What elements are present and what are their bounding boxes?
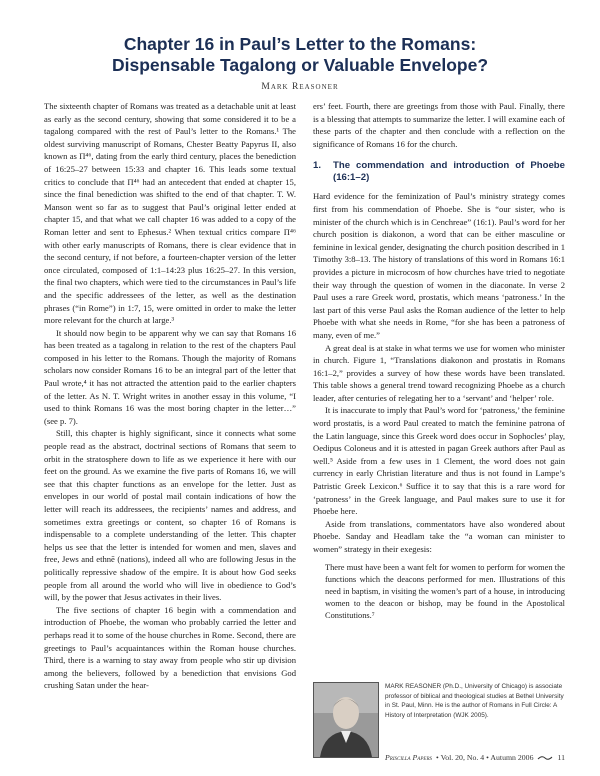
section-number: 1. [313, 160, 322, 172]
paragraph: Hard evidence for the feminization of Paul’s ministry strategy comes first from his commendation of Phoebe. She is “our sister, who is minister of the church which is in Cenchreae” (16:1). Paul’s word for her church position is diakonon, a word that can be either masculine or feminine in lexical gender, designating the church position described in 1 Timothy 3:8–13. The history of translations of this word in Romans 16:1 provides a picture in microcosm of how churches have tried to negotiate their way through the question of women in the diaconate. In verse 2 Paul uses a rare Greek word, prostatis, which means ‘patroness.’ In the last part of this verse Paul asks the Roman audience of the letter to help Phoebe with what she needs in Rome, “for she has been a patroness of many, even of me.” [313, 191, 565, 340]
paragraph: The five sections of chapter 16 begin with a commendation and introduction of Phoebe, the woman who probably carried the letter and perhaps read it to some of the house churches in Rome. Second, there are greetings to Paul’s acquaintances within the Roman house churches. Third, there is a warning to stay away from people who stir up division among the believers, followed by a benediction that envisions God crushing Satan under the hear- [44, 604, 296, 691]
paragraph: The sixteenth chapter of Romans was treated as a detachable unit at least as early as the second century, showing that some considered it to be a tagalong compared with the rest of Paul’s letter to the Romans.¹ The oldest surviving manuscript of Romans, Chester Beatty Papyrus II, also known as Π⁴⁶, dating from the early third century, places the benediction of 16:25–27 between 15:33 and chapter 16. This leads some textual critics to conclude that Π⁴⁶ had an antecedent that ended at chapter 15, since the final benediction was shifted to the end of that chapter. T. W. Manson went so far as to suggest that Paul’s original letter ended at chapter 15, and that what we call chapter 16 was added to a copy of the Roman letter and sent to Ephesus.² When textual critics compare Π⁴⁶ with other early manuscripts of Romans, there is clear evidence that in the second century, if not before, a fourteen-chapter version of the letter once circulated, composed of 1:1–14:23 plus 16:25–27. In this version, the final two chapters, which were tied to the circumstances in Paul’s life and the specific addressees of the letter, as well as the destination phrases (“in Rome”) in 1:7, 15, were omitted in order to make the letter more relevant for the church at large.³ [44, 101, 296, 326]
paragraph: Still, this chapter is highly significant, since it connects what some people read as the abstract, doctrinal sections of Romans that seem to orbit in the stratosphere down to life as we experience it here with our feet on the ground. As we examine the five parts of Romans 16, we will see that this chapter functions as an envelope for the letter. Just as envelopes in our world of postal mail contain indications of how the letter will reach its addressees, the recipients’ names and address, and sometimes extra greetings or content, so chapter 16 of Romans is indispensable to a complete understanding of the letter. This chapter helps us see that the letter is intended for women and men, slaves and free, Jews and ethnē (nations), indeed all who are following Jesus in the politically repressive shadow of the empire. It is about how God seeks people from all around the world who will live in obedience to God’s will, by the power that Jesus activates in their lives. [44, 428, 296, 603]
page-footer [300, 751, 565, 765]
page-number: 11 [557, 753, 565, 762]
left-column [44, 100, 296, 692]
author-portrait-icon [314, 683, 378, 757]
article-author: Mark Reasoner [261, 82, 339, 92]
article-title-line1: Chapter 16 in Paul’s Letter to the Romans: [123, 34, 477, 54]
block-quote: There must have been a want felt for women to perform for women the functions which the deacons performed for men. Illustrations of this need in baptism, in visiting the women’s part of a house, in introducing women to the deacon or bishop, may be found in the Apostolical Constitutions.⁷ [325, 562, 565, 620]
article-title-line2: Dispensable Tagalong or Valuable Envelope? [111, 55, 489, 75]
paragraph: It should now begin to be apparent why we can say that Romans 16 has been treated as a tagalong in relation to the rest of the chapters Paul composed in his letter to the Romans. Though the majority of Romans scholars now consider Romans 16 to be an integral part of the letter that Paul wrote,⁴ it has not attracted the attention paid to the earlier chapters of the letter. As N. T. Wright writes in another essay in this volume, “I used to think Romans 16 was the most boring chapter in the letter…” (see p. 7). [44, 327, 296, 426]
section-heading [313, 160, 565, 184]
author-bio: MARK REASONER (Ph.D., University of Chicago) is associate professor of biblical and theological studies at Bethel University in St. Paul, Minn. He is the author of Romans in Full Circle: A History of Interpretation (WJK 2005). [385, 683, 564, 719]
issue-info: • Vol. 20, No. 4 • Autumn 2006 [436, 753, 534, 762]
paragraph: A great deal is at stake in what terms we use for women who minister in church. Figure 1, “Translations diakonon and prostatis in Romans 16:1–2,” provides a survey of how these words have been translated. This table shows a general trend toward recognizing Phoebe as a church leader, after centuries of relegating her to a ‘servant’ and ‘helper’ role. [313, 342, 565, 403]
paragraph: ers’ feet. Fourth, there are greetings from those with Paul. Finally, there is a blessing that attempts to summarize the letter. I will examine each of these parts of the chapter and then conclude with a reflection on the significance of Romans 16 for the church. [313, 101, 565, 149]
author-photo [313, 682, 379, 758]
section-title: The commendation and introduction of Phoebe (16:1–2) [333, 160, 565, 184]
swash-ornament-icon [537, 754, 553, 762]
journal-name: Priscilla Papers [385, 753, 433, 762]
article-title [0, 34, 600, 76]
paragraph: Aside from translations, commentators have also wondered about Phoebe. Sanday and Headlam take the “a woman can minister to women” strategy in their exegesis: [313, 518, 565, 554]
paragraph: It is inaccurate to imply that Paul’s word for ‘patroness,’ the feminine word prostatis, is a word Paul created to match the feminine patrona of the Latin language, since this Greek word does occur in Sophocles’ play, Oedipus Coloneus and it is attested in pagan Greek authors after Paul as well.⁵ Aside from a few uses in 1 Clement, the word does not gain currency in early Christian literature and thus is not found in Lampe’s Patristic Greek Lexicon.⁶ Suffice it to say that this is a rare word for ‘patroness’ in the Greek language, and Paul makes sure to use it for Phoebe here. [313, 405, 565, 517]
right-column [313, 100, 565, 630]
